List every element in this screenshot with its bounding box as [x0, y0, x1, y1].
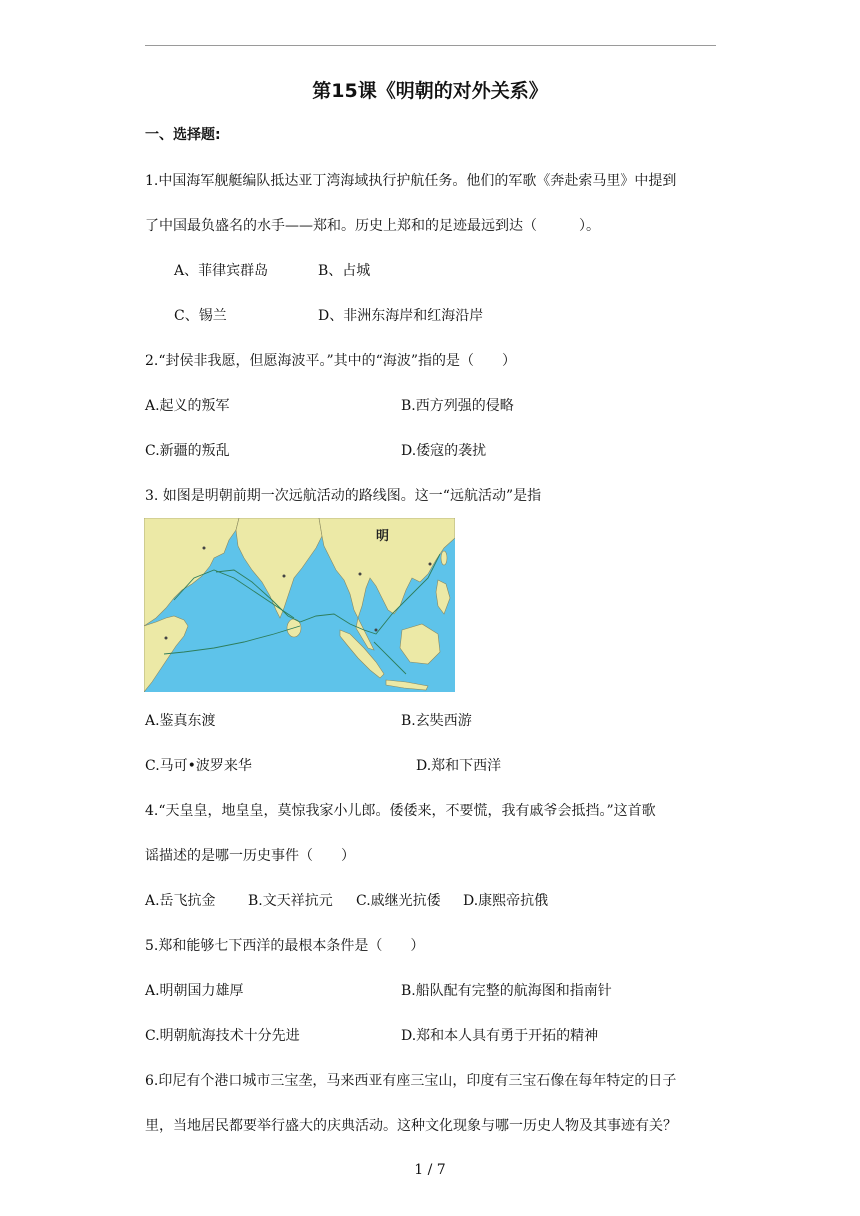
- question-1-option-b: B、占城: [318, 263, 371, 279]
- page-title: 第15课《明朝的对外关系》: [312, 80, 548, 102]
- question-5-option-c: C.明朝航海技术十分先进: [145, 1028, 300, 1044]
- question-3-option-d: D.郑和下西洋: [416, 758, 502, 774]
- question-1-option-c: C、锡兰: [174, 308, 227, 324]
- map-marker: [429, 563, 432, 566]
- question-6-stem-line-1: 6.印尼有个港口城市三宝垄，马来西亚有座三宝山，印度有三宝石像在每年特定的日子: [145, 1073, 677, 1089]
- map-label-ming: 明: [376, 529, 390, 544]
- question-3-option-c: C.马可•波罗来华: [145, 758, 252, 774]
- map-marker: [203, 547, 206, 550]
- voyage-route-map: [144, 518, 455, 692]
- header-rule: [145, 45, 716, 46]
- question-2-option-a: A.起义的叛军: [145, 398, 230, 414]
- question-1-stem-line-2: 了中国最负盛名的水手——郑和。历史上郑和的足迹最远到达（ ）。: [145, 218, 600, 234]
- question-4-stem-line-1: 4.“天皇皇，地皇皇，莫惊我家小儿郎。倭倭来，不要慌，我有戚爷会抵挡。”这首歌: [145, 803, 656, 819]
- map-land-taiwan: [441, 551, 447, 565]
- map-marker: [283, 575, 286, 578]
- question-4-option-c: C.戚继光抗倭: [356, 893, 441, 909]
- question-5-option-d: D.郑和本人具有勇于开拓的精神: [401, 1028, 599, 1044]
- question-1-option-a: A、菲律宾群岛: [174, 263, 269, 279]
- question-1-stem-line-1: 1.中国海军舰艇编队抵达亚丁湾海域执行护航任务。他们的军歌《奔赴索马里》中提到: [145, 173, 677, 189]
- question-3-option-b: B.玄奘西游: [401, 713, 472, 729]
- map-marker: [375, 629, 378, 632]
- question-2-option-d: D.倭寇的袭扰: [401, 443, 487, 459]
- section-heading: 一、选择题:: [145, 127, 221, 143]
- question-1-option-d: D、非洲东海岸和红海沿岸: [318, 308, 484, 324]
- page-number: 1 / 7: [414, 1162, 446, 1178]
- question-5-stem: 5.郑和能够七下西洋的最根本条件是（ ）: [145, 938, 425, 954]
- question-4-option-b: B.文天祥抗元: [248, 893, 333, 909]
- question-2-stem: 2.“封侯非我愿，但愿海波平。”其中的“海波”指的是（ ）: [145, 353, 516, 369]
- question-2-option-b: B.西方列强的侵略: [401, 398, 514, 414]
- question-4-stem-line-2: 谣描述的是哪一历史事件（ ）: [145, 848, 355, 864]
- question-3-stem: 3. 如图是明朝前期一次远航活动的路线图。这一“远航活动”是指: [145, 488, 542, 504]
- map-marker: [165, 637, 168, 640]
- question-5-option-b: B.船队配有完整的航海图和指南针: [401, 983, 612, 999]
- question-2-option-c: C.新疆的叛乱: [145, 443, 230, 459]
- question-5-option-a: A.明朝国力雄厚: [145, 983, 244, 999]
- question-6-stem-line-2: 里，当地居民都要举行盛大的庆典活动。这种文化现象与哪一历史人物及其事迹有关？: [145, 1118, 677, 1134]
- question-4-option-a: A.岳飞抗金: [145, 893, 216, 909]
- map-marker: [359, 573, 362, 576]
- question-3-option-a: A.鉴真东渡: [145, 713, 216, 729]
- question-4-option-d: D.康熙帝抗俄: [463, 893, 549, 909]
